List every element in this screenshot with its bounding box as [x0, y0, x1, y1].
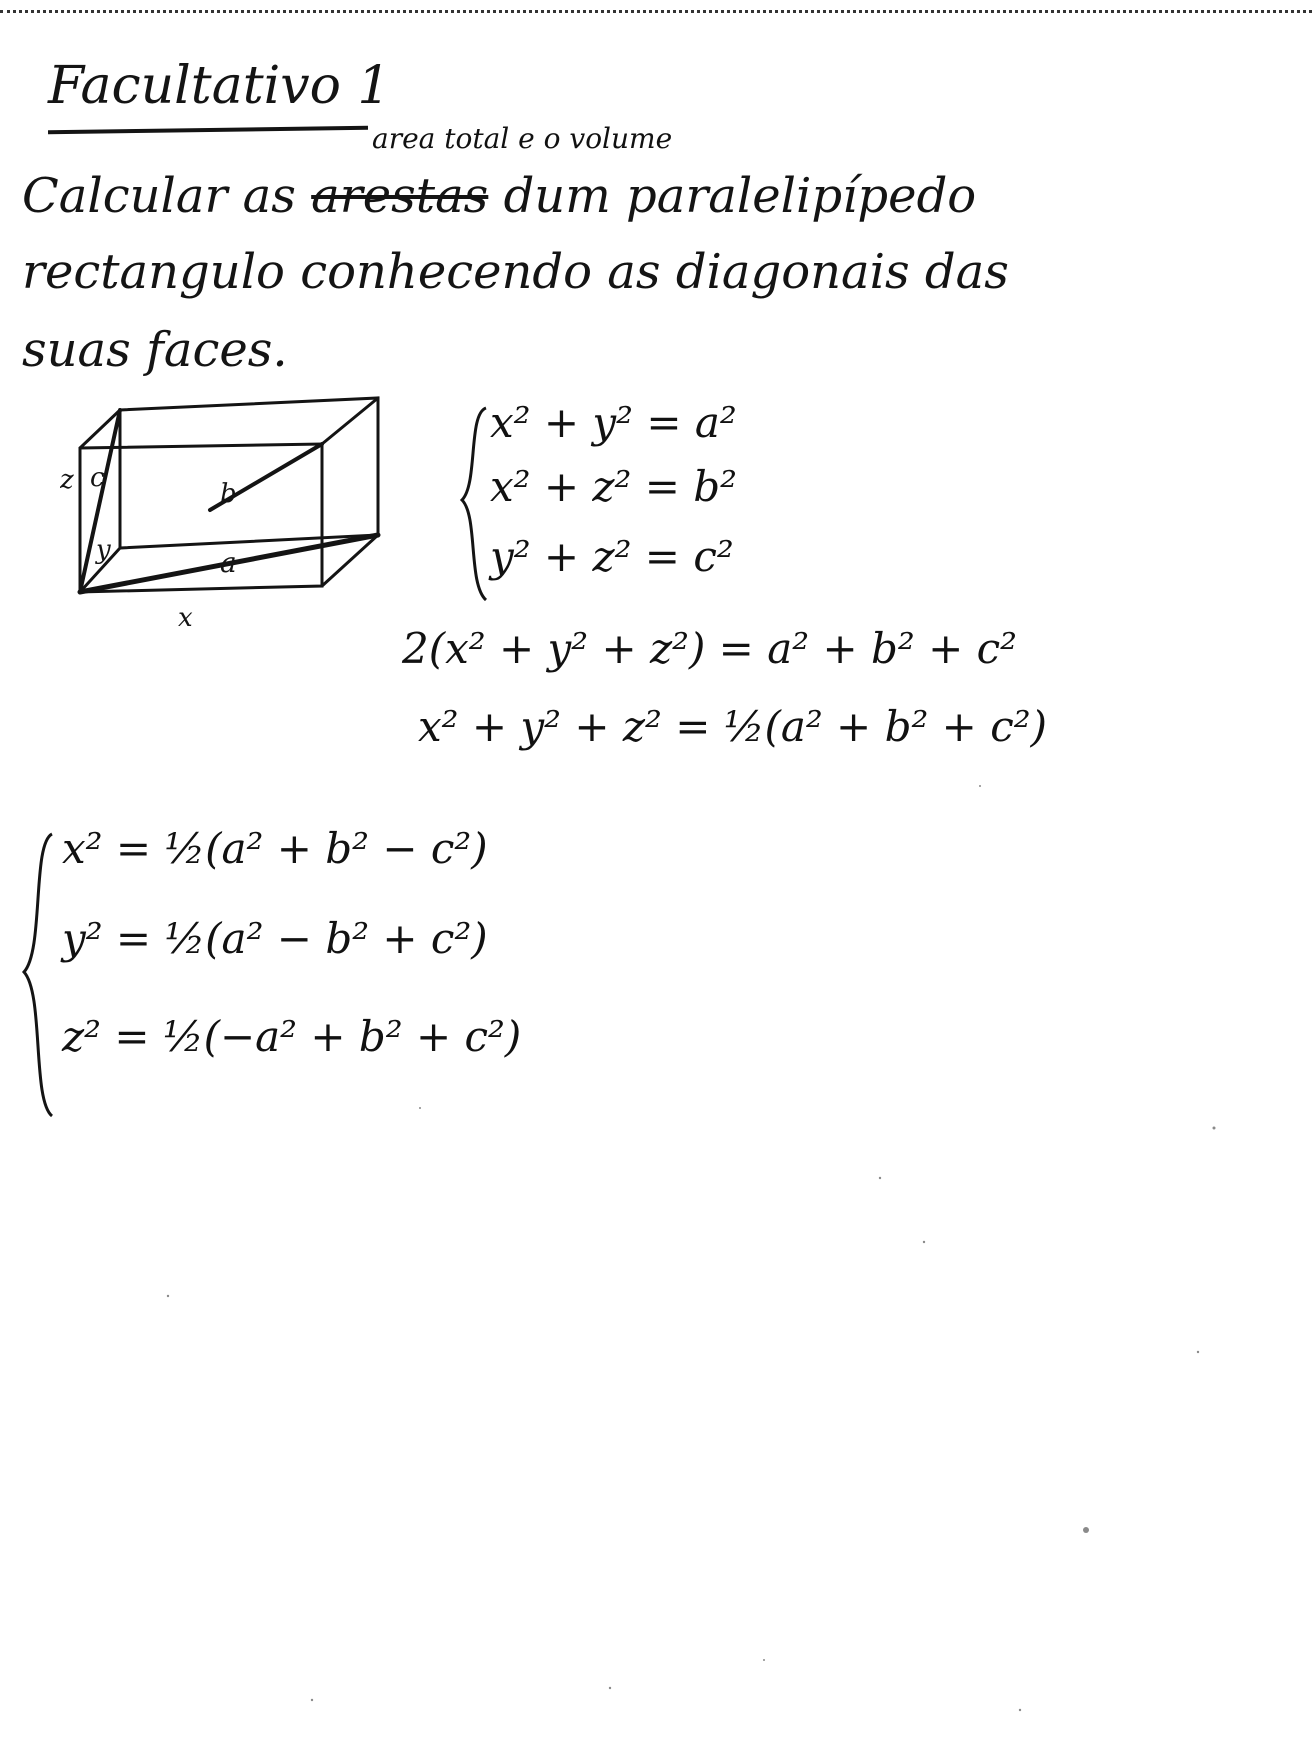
solution-y-squared: y² = ½(a² − b² + c²) — [62, 914, 488, 963]
problem-line-1: Calcular as arestas dum paralelipípedo — [22, 168, 977, 224]
label-b: b — [220, 479, 237, 509]
system-1-equation-3: y² + z² = c² — [490, 532, 734, 581]
inserted-correction: area total e o volume — [372, 122, 673, 155]
solution-x-squared: x² = ½(a² + b² − c²) — [62, 824, 488, 873]
label-a: a — [220, 546, 237, 579]
page-title: Facultativo 1 — [48, 56, 391, 116]
derivation-half: x² + y² + z² = ½(a² + b² + c²) — [418, 702, 1047, 751]
problem-line-3: suas faces. — [22, 322, 288, 378]
label-y: y — [96, 535, 111, 565]
system-1-equation-1: x² + y² = a² — [490, 398, 737, 447]
label-c: c — [90, 463, 105, 493]
label-x: x — [178, 603, 193, 630]
problem-line-2: rectangulo conhecendo as diagonais das — [22, 244, 1009, 300]
system-1-equation-2: x² + z² = b² — [490, 462, 737, 511]
struck-word: arestas — [311, 168, 489, 224]
solution-z-squared: z² = ½(−a² + b² + c²) — [62, 1012, 522, 1061]
derivation-sum: 2(x² + y² + z²) = a² + b² + c² — [402, 624, 1017, 673]
label-z: z — [60, 465, 74, 495]
